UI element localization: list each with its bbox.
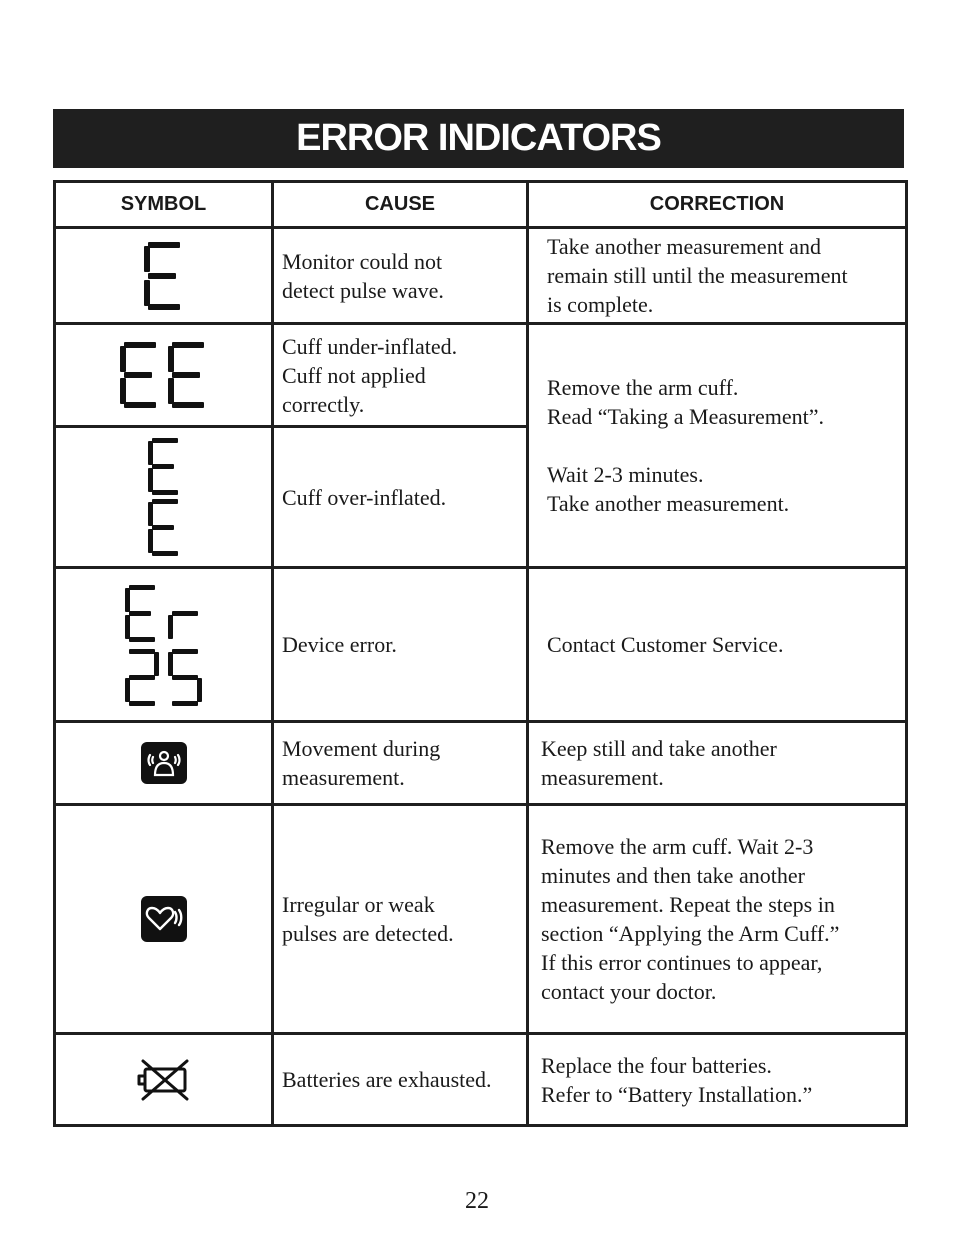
cause-line: Cuff not applied — [282, 362, 426, 388]
symbol-cell — [55, 427, 273, 568]
cause-line: Device error. — [282, 632, 397, 657]
cause-line: detect pulse wave. — [282, 277, 444, 303]
correction-line: Remove the arm cuff. Wait 2-3 — [541, 834, 814, 859]
correction-line: Remove the arm cuff. — [547, 375, 739, 400]
table-row — [55, 568, 907, 722]
correction-line: Keep still and take another — [541, 736, 777, 761]
cause-line: Monitor could not — [282, 248, 443, 274]
correction-cell-merged — [528, 324, 907, 568]
correction-cell — [528, 568, 907, 722]
symbol-cell — [55, 805, 273, 1034]
table-header-row — [55, 182, 907, 228]
symbol-cell — [55, 1034, 273, 1126]
symbol-cell — [55, 568, 273, 722]
correction-line: Take another measurement. — [547, 491, 790, 516]
table-row — [55, 1034, 907, 1126]
correction-line: Contact Customer Service. — [547, 632, 784, 657]
lcd-Er-25-icon — [124, 583, 204, 707]
correction-line: is complete. — [547, 292, 654, 317]
cause-cell — [273, 568, 528, 722]
correction-line: measurement. — [541, 765, 664, 790]
page-number: 22 — [465, 1188, 489, 1214]
cause-line: Cuff over-inflated. — [282, 484, 447, 510]
correction-line: section “Applying the Arm Cuff.” — [541, 921, 840, 946]
table-row — [55, 228, 907, 324]
correction-cell — [528, 228, 907, 324]
cause-cell — [273, 324, 528, 427]
low-battery-icon — [135, 1057, 193, 1103]
cause-line: pulses are detected. — [282, 921, 454, 946]
irregular-heartbeat-icon — [140, 895, 188, 943]
cause-line: Cuff under-inflated. — [282, 333, 458, 359]
table-row — [55, 805, 907, 1034]
cause-line: Movement during — [282, 736, 441, 761]
page-title: ERROR INDICATORS — [53, 109, 904, 168]
correction-line: Take another measurement and — [547, 234, 821, 259]
correction-line: minutes and then take another — [541, 863, 805, 888]
cause-cell — [273, 427, 528, 568]
cause-cell — [273, 805, 528, 1034]
symbol-cell — [55, 324, 273, 427]
correction-cell — [528, 1034, 907, 1126]
header-cause: CAUSE — [273, 182, 528, 228]
cause-cell — [273, 228, 528, 324]
lcd-EE-icon — [119, 340, 209, 410]
cause-line: Irregular or weak — [282, 892, 435, 917]
correction-line: remain still until the measurement — [547, 263, 848, 288]
correction-line: contact your doctor. — [541, 979, 717, 1004]
symbol-cell — [55, 228, 273, 324]
lcd-E-E-stacked-icon — [147, 436, 181, 558]
header-symbol: SYMBOL — [55, 182, 273, 228]
error-indicators-table — [53, 180, 908, 1127]
correction-line: Replace the four batteries. — [541, 1052, 772, 1078]
header-correction: CORRECTION — [528, 182, 907, 228]
cause-cell — [273, 1034, 528, 1126]
lcd-E-icon — [142, 240, 186, 312]
cause-line: Batteries are exhausted. — [282, 1067, 492, 1092]
cause-line: measurement. — [282, 765, 405, 790]
correction-line: Read “Taking a Measurement”. — [547, 404, 825, 429]
table-row — [55, 324, 907, 427]
cause-line: correctly. — [282, 391, 365, 417]
table-row — [55, 722, 907, 805]
symbol-cell — [55, 722, 273, 805]
correction-cell — [528, 722, 907, 805]
cause-cell — [273, 722, 528, 805]
correction-line: measurement. Repeat the steps in — [541, 892, 835, 917]
correction-line: If this error continues to appear, — [541, 950, 823, 975]
correction-cell — [528, 805, 907, 1034]
movement-icon — [140, 741, 188, 785]
correction-line: Wait 2-3 minutes. — [547, 462, 704, 487]
correction-line: Refer to “Battery Installation.” — [541, 1081, 813, 1107]
